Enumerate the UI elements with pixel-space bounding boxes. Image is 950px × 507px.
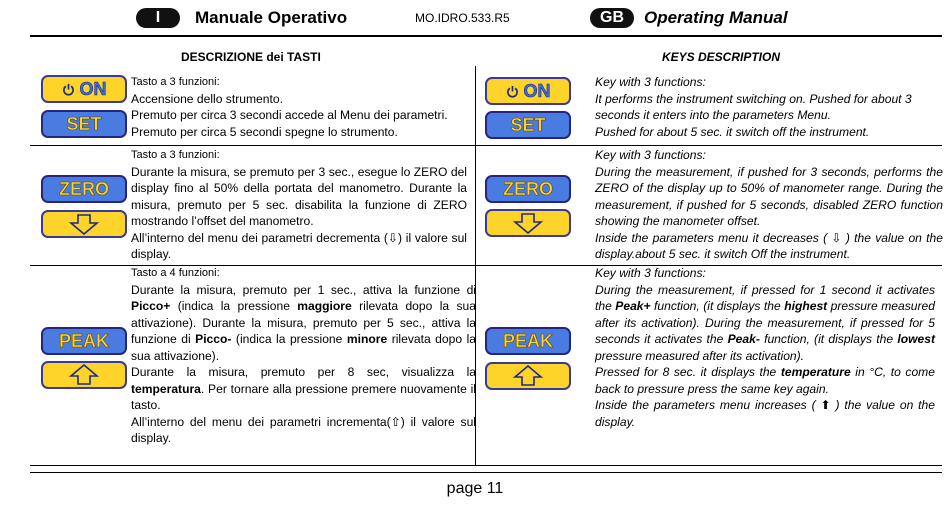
zero-key-en: ZERO [485,175,571,203]
zero-key: ZERO [41,175,127,203]
down-arrow-key [41,210,127,238]
it-on-set-description: Tasto a 3 funzioni: Accensione dello strumento. Premuto per circa 3 secondi accede al Menu dei parametri. Premuto per circa 5 secondi spegne lo strumento. [131,76,448,139]
down-arrow-key-en [485,209,571,237]
page-number: page 11 [446,480,504,497]
en-zero-description: Key with 3 functions: During the measurement, if pushed for 3 seconds, performs the ZERO of the display up to 50% of manometer range. During the measurement, if pushed for 5 seconds, disabled ZERO function showing the manometer offset. Inside the parameters menu it decreases ( ⇩ ) the value on the display.about 5 sec. it switch Off the instrument. [595,148,943,261]
language-badge-gb: GB [590,8,634,28]
section-title-english: KEYS DESCRIPTION [662,50,781,64]
header-title-english: Operating Manual [644,8,788,27]
header-title-italian: Manuale Operativo [195,8,348,27]
it-peak-description: Tasto a 4 funzioni: Durante la misura, premuto per 1 sec., attiva la funzione di Picco+ (indica la pressione maggiore rilevata dopo la sua attivazione). Durante la misura, premuto per 5 sec., attiva la funzione di Picco- (indica la pressione minore rilevata dopo la sua attivazione). Durante la misura, premuto per 8 sec, visualizza la temperatura. Per tornare alla pressione premere nuovamente il tasto. All’interno del menu dei parametri incrementa(⇧) il valore sul display. [131,267,476,445]
set-key: SET [41,110,127,138]
it-zero-description: Tasto a 3 funzioni: Durante la misura, se premuto per 3 sec., esegue lo ZERO del display fino al 50% della portata del manometro. Durante la misura, premuto per 5 sec. disabilita la funzione di ZERO mostrando l’offset del manometro. All’interno del menu dei parametri decrementa (⇩) il valore sul display. [131,149,467,261]
arrow-up-icon [511,365,545,387]
up-arrow-key-en [485,362,571,390]
up-arrow-key [41,361,127,389]
en-peak-description: Key with 3 functions: During the measurement, if pressed for 1 second it activates the Peak+ function, (it displays the highest pressure measured after its activation). During the measurement, if pressed for 5 seconds it activates the Peak- function, (it displays the lowest pressure measured after its activation). Pressed for 8 sec. it displays the temperature in °C, to come back to pressure press the same key again. Inside the parameters menu increases ( ⬆ ) the value on the display. [595,266,935,429]
arrow-down-icon [511,212,545,234]
on-key: ON [41,75,127,103]
header-divider [30,35,942,37]
peak-key-en: PEAK [485,327,571,355]
row-divider-1 [30,145,942,146]
peak-key: PEAK [41,327,127,355]
power-icon [62,83,75,96]
arrow-up-icon [67,364,101,386]
section-title-italian: DESCRIZIONE dei TASTI [181,50,321,64]
document-code: MO.IDRO.533.R5 [415,11,510,25]
power-icon [506,85,519,98]
en-on-set-description: Key with 3 functions: It performs the instrument switching on. Pushed for about 3 seconds it enters into the parameters Menu. Pushed for about 5 sec. it switch off the instrument. [595,75,912,139]
set-key-en: SET [485,111,571,139]
language-badge-it: I [136,8,180,28]
on-key-en: ON [485,77,571,105]
arrow-down-icon [67,213,101,235]
page-bottom-line [30,472,942,473]
table-bottom-line [30,465,942,466]
